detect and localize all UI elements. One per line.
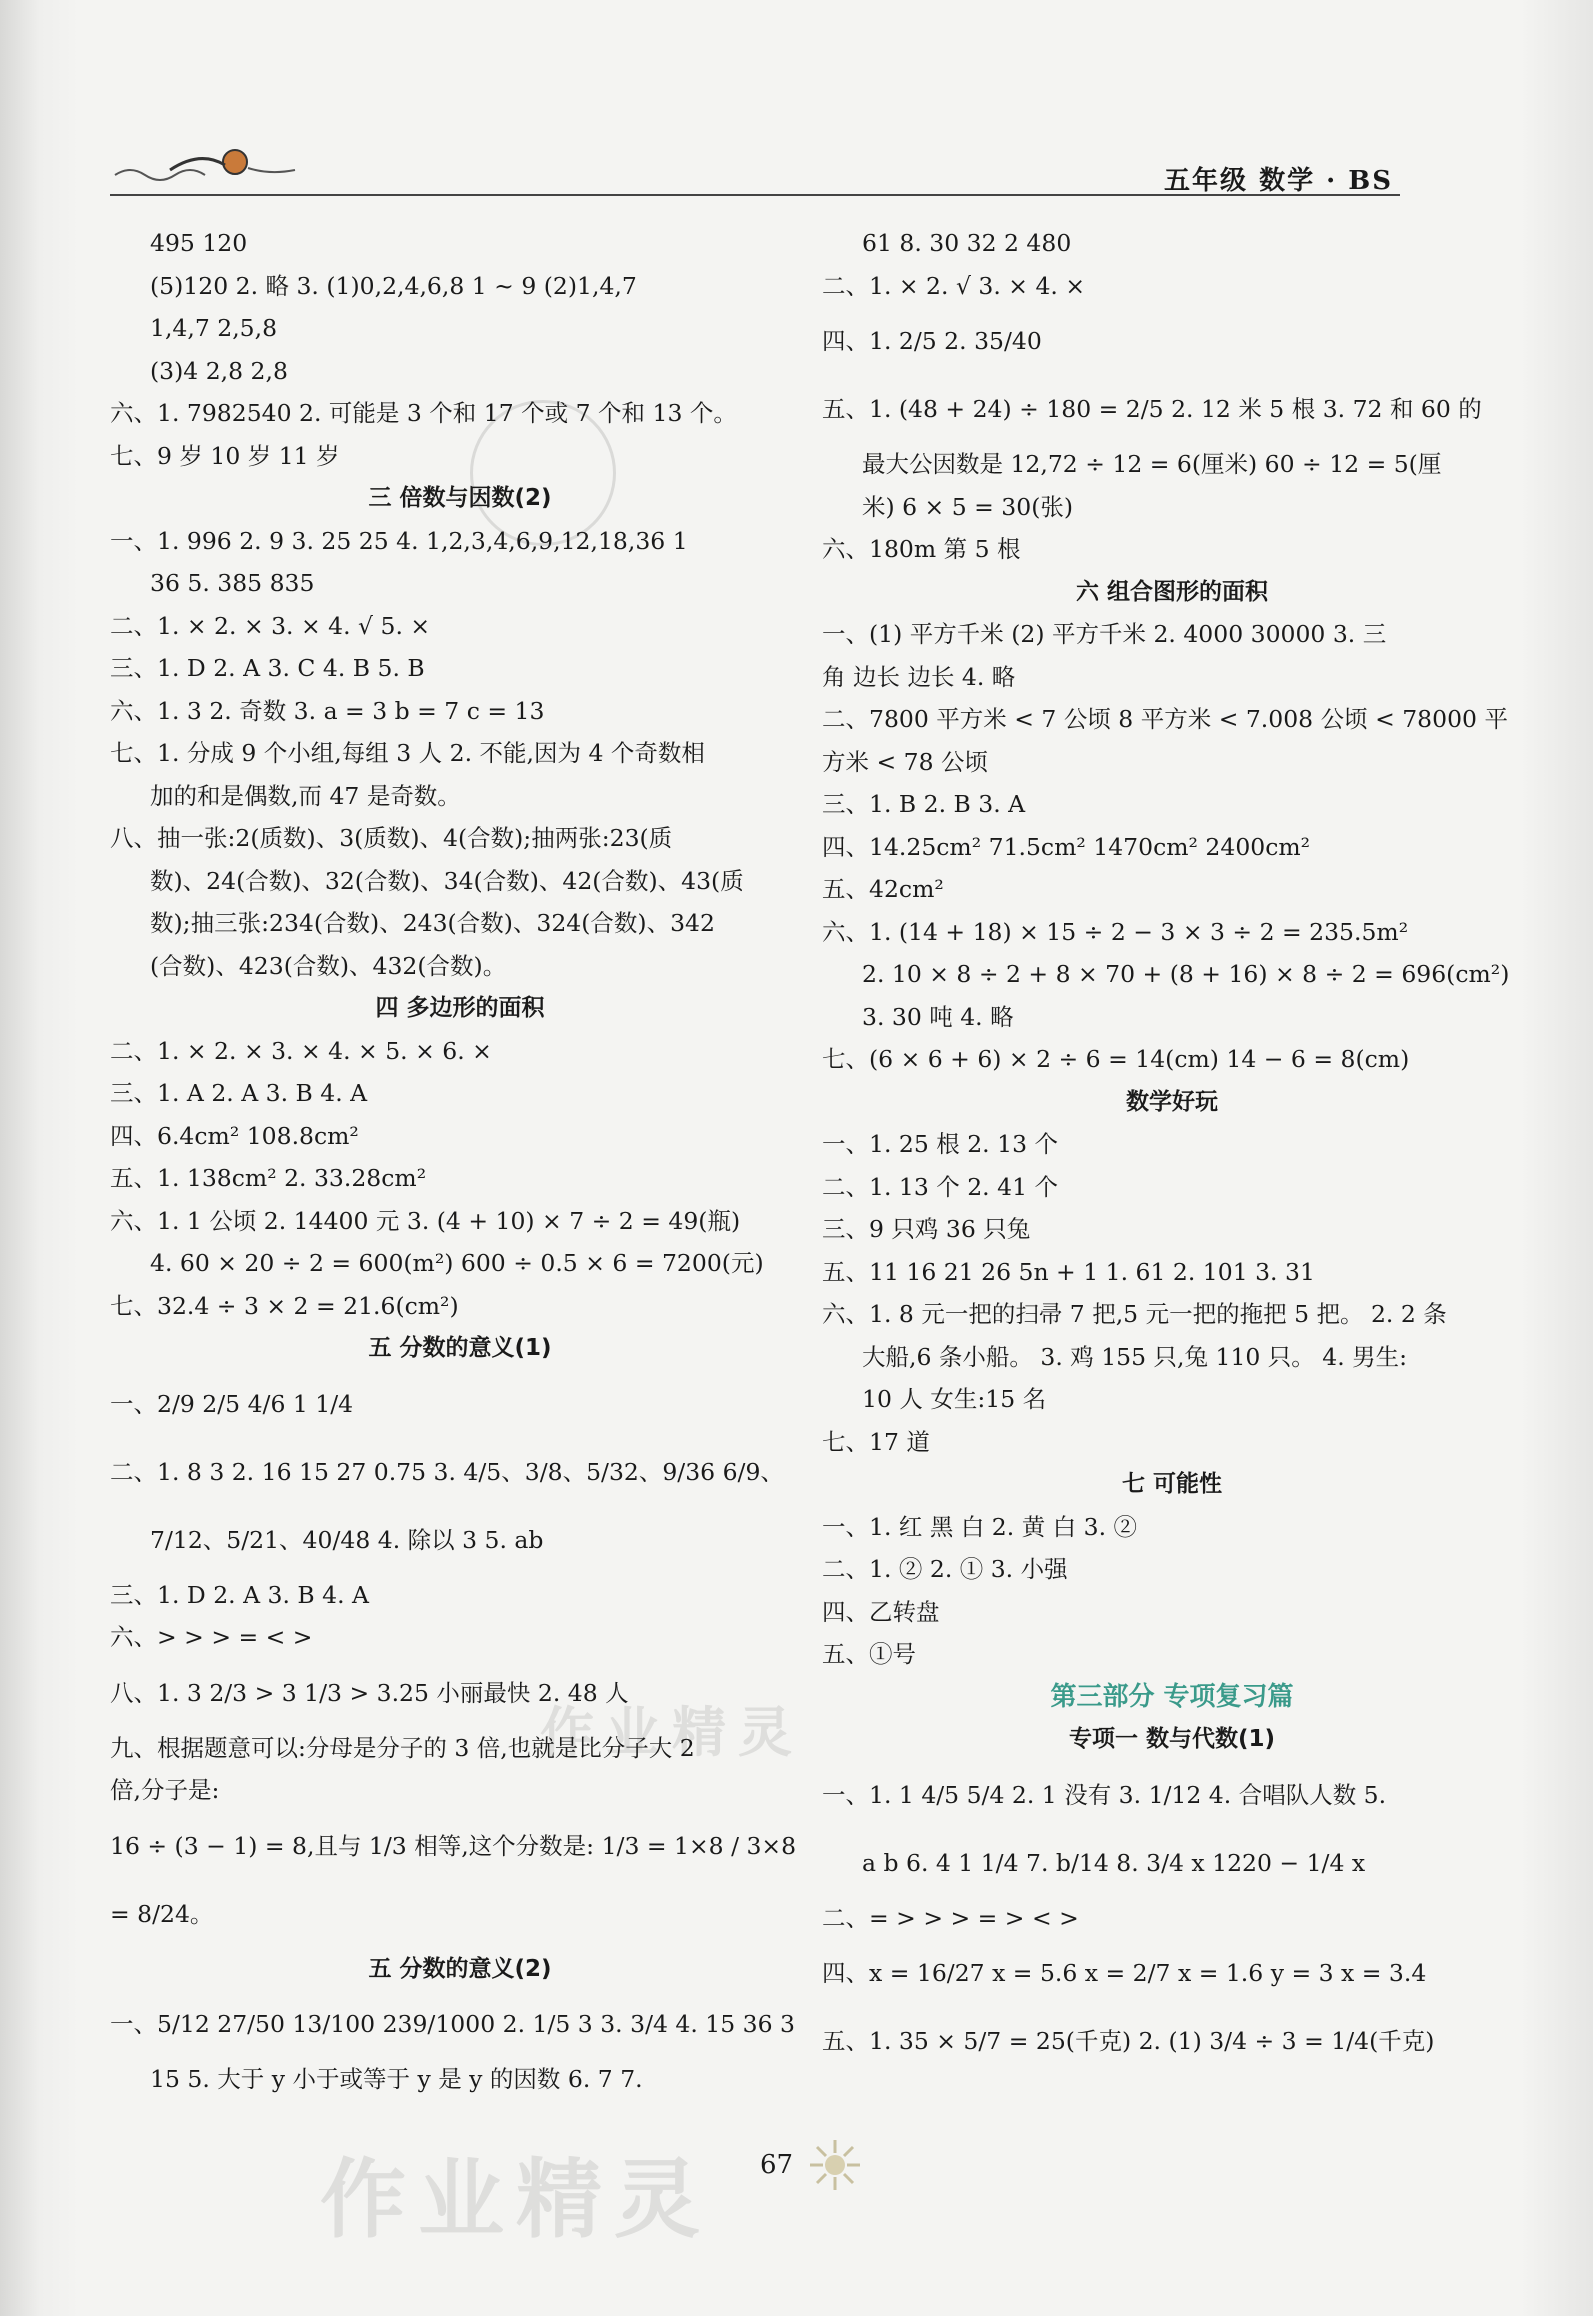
answer-line: 二、1. 8 3 2. 16 15 27 0.75 3. 4/5、3/8、5/32、9/36 6/9、 bbox=[110, 1457, 784, 1486]
section-heading: 七 可能性 bbox=[1121, 1471, 1222, 1497]
page-header bbox=[0, 0, 1593, 210]
answer-line: 一、1. 红 黑 白 2. 黄 白 3. ② bbox=[822, 1512, 1138, 1541]
answer-line: 二、7800 平方米 < 7 公顷 8 平方米 < 7.008 公顷 < 78000 平 bbox=[822, 705, 1508, 733]
answer-line: 二、1. × 2. √ 3. × 4. × bbox=[822, 271, 1086, 300]
answer-line: 七、32.4 ÷ 3 × 2 = 21.6(cm²) bbox=[110, 1291, 459, 1320]
answer-line: 2. 10 × 8 ÷ 2 + 8 × 70 + (8 + 16) × 8 ÷ 2 = 696(cm²) bbox=[862, 960, 1510, 988]
answer-line: 二、= > > > = > < > bbox=[822, 1903, 1079, 1932]
answer-line: 五、1. 138cm² 2. 33.28cm² bbox=[110, 1164, 427, 1192]
section-heading: 五 分数的意义(1) bbox=[368, 1335, 552, 1361]
answer-line: 八、1. 3 2/3 > 3 1/3 > 3.25 小丽最快 2. 48 人 bbox=[110, 1678, 629, 1707]
section-heading: 第三部分 专项复习篇 bbox=[1050, 1681, 1294, 1712]
answer-line: 三、1. A 2. A 3. B 4. A bbox=[110, 1079, 368, 1107]
answer-line: 米) 6 × 5 = 30(张) bbox=[862, 492, 1074, 521]
answer-line: 15 5. 大于 y 小于或等于 y 是 y 的因数 6. 7 7. bbox=[150, 2065, 643, 2093]
answer-line: 倍,分子是: bbox=[110, 1776, 220, 1804]
answer-line: 六、1. 7982540 2. 可能是 3 个和 17 个或 7 个和 13 个。 bbox=[110, 399, 737, 427]
answer-line: 4. 60 × 20 ÷ 2 = 600(m²) 600 ÷ 0.5 × 6 = 7200(元) bbox=[150, 1249, 764, 1277]
answer-line: 二、1. 13 个 2. 41 个 bbox=[822, 1172, 1058, 1201]
answer-line: 加的和是偶数,而 47 是奇数。 bbox=[150, 781, 461, 810]
answer-line: 36 5. 385 835 bbox=[150, 569, 315, 597]
answer-line: 八、抽一张:2(质数)、3(质数)、4(合数);抽两张:23(质 bbox=[110, 824, 673, 852]
answer-line: = 8/24。 bbox=[110, 1899, 214, 1928]
answer-column-right bbox=[822, 222, 1522, 2075]
answer-line: 五、1. 35 × 5/7 = 25(千克) 2. (1) 3/4 ÷ 3 = 1/4(千克) bbox=[822, 2027, 1435, 2055]
watermark-bottom: 作业精灵 bbox=[320, 2150, 712, 2250]
answer-line: 二、1. × 2. × 3. × 4. √ 5. × bbox=[110, 611, 431, 640]
answer-line: 一、(1) 平方千米 (2) 平方千米 2. 4000 30000 3. 三 bbox=[822, 620, 1387, 648]
answer-line: 最大公因数是 12,72 ÷ 12 = 6(厘米) 60 ÷ 12 = 5(厘 bbox=[862, 450, 1442, 478]
answer-line: 四、6.4cm² 108.8cm² bbox=[110, 1121, 359, 1150]
answer-line: 数);抽三张:234(合数)、243(合数)、324(合数)、342 bbox=[150, 909, 715, 937]
answer-line: 二、1. ② 2. ① 3. 小强 bbox=[822, 1555, 1068, 1583]
section-heading: 五 分数的意义(2) bbox=[368, 1955, 552, 1982]
answer-line: (合数)、423(合数)、432(合数)。 bbox=[150, 951, 507, 980]
answer-line: 五、42cm² bbox=[822, 875, 944, 903]
answer-line: a b 6. 4 1 1/4 7. b/14 8. 3/4 x 1220 − 1/4 x bbox=[862, 1848, 1366, 1877]
answer-line: 方米 < 78 公顷 bbox=[822, 747, 989, 776]
answer-line: 五、1. (48 + 24) ÷ 180 = 2/5 2. 12 米 5 根 3. 72 和 60 的 bbox=[822, 395, 1482, 423]
answer-line: 七、9 岁 10 岁 11 岁 bbox=[110, 441, 340, 470]
answer-line: 三、1. D 2. A 3. C 4. B 5. B bbox=[110, 654, 425, 682]
section-heading: 六 组合图形的面积 bbox=[1075, 578, 1268, 605]
section-heading: 三 倍数与因数(2) bbox=[368, 485, 552, 511]
answer-line: 四、14.25cm² 71.5cm² 1470cm² 2400cm² bbox=[822, 832, 1311, 861]
answer-line: 7/12、5/21、40/48 4. 除以 3 5. ab bbox=[150, 1525, 544, 1554]
answer-line: 一、1. 996 2. 9 3. 25 25 4. 1,2,3,4,6,9,12,18,36 1 bbox=[110, 526, 688, 555]
answer-line: 495 120 bbox=[150, 229, 248, 257]
answer-line: 五、11 16 21 26 5n + 1 1. 61 2. 101 3. 31 bbox=[822, 1257, 1315, 1286]
answer-line: 六、1. 3 2. 奇数 3. a = 3 b = 7 c = 13 bbox=[110, 696, 545, 725]
sunflower-decoration-icon bbox=[805, 2135, 865, 2195]
answer-line: 七、17 道 bbox=[822, 1427, 930, 1456]
answer-line: (3)4 2,8 2,8 bbox=[150, 356, 288, 385]
answer-line: 一、2/9 2/5 4/6 1 1/4 bbox=[110, 1389, 354, 1418]
answer-line: 10 人 女生:15 名 bbox=[862, 1385, 1047, 1413]
section-heading: 数学好玩 bbox=[1126, 1088, 1218, 1115]
answer-line: 五、①号 bbox=[822, 1640, 916, 1668]
answer-line: 六、> > > = < > bbox=[110, 1623, 313, 1651]
answer-line: 数)、24(合数)、32(合数)、34(合数)、42(合数)、43(质 bbox=[150, 866, 744, 895]
answer-line: 1,4,7 2,5,8 bbox=[150, 314, 278, 342]
answer-line: 三、1. D 2. A 3. B 4. A bbox=[110, 1580, 370, 1609]
answer-line: 三、1. B 2. B 3. A bbox=[822, 790, 1026, 818]
answer-line: 一、1. 25 根 2. 13 个 bbox=[822, 1130, 1058, 1158]
page-number: 67 bbox=[760, 2150, 794, 2180]
answer-line: 六、1. 1 公顷 2. 14400 元 3. (4 + 10) × 7 ÷ 2 = 49(瓶) bbox=[110, 1206, 741, 1235]
answer-line: 六、180m 第 5 根 bbox=[822, 535, 1021, 563]
answer-line: 61 8. 30 32 2 480 bbox=[862, 229, 1072, 257]
section-heading: 四 多边形的面积 bbox=[375, 995, 545, 1021]
answer-line: 七、(6 × 6 + 6) × 2 ÷ 6 = 14(cm) 14 − 6 = 8(cm) bbox=[822, 1045, 1410, 1073]
answer-line: 三、9 只鸡 36 只兔 bbox=[822, 1215, 1031, 1243]
answer-line: 四、x = 16/27 x = 5.6 x = 2/7 x = 1.6 y = 3 x = 3.4 bbox=[822, 1959, 1427, 1987]
answer-line: 角 边长 边长 4. 略 bbox=[822, 662, 1016, 691]
answer-line: 七、1. 分成 9 个小组,每组 3 人 2. 不能,因为 4 个奇数相 bbox=[110, 739, 705, 767]
answer-line: 一、5/12 27/50 13/100 239/1000 2. 1/5 3 3. 3/4 4. 15 36 3 bbox=[110, 2010, 795, 2038]
section-heading: 专项一 数与代数(1) bbox=[1068, 1726, 1276, 1752]
answer-line: 六、1. 8 元一把的扫帚 7 把,5 元一把的拖把 5 把。 2. 2 条 bbox=[822, 1300, 1447, 1328]
answer-line: 四、乙转盘 bbox=[822, 1597, 940, 1626]
answer-line: 一、1. 1 4/5 5/4 2. 1 没有 3. 1/12 4. 合唱队人数 5. bbox=[822, 1780, 1387, 1809]
answer-line: 六、1. (14 + 18) × 15 ÷ 2 − 3 × 3 ÷ 2 = 235.5m² bbox=[822, 917, 1409, 946]
answer-line: 九、根据题意可以:分母是分子的 3 倍,也就是比分子大 2 bbox=[110, 1733, 695, 1762]
swimmer-decoration-icon bbox=[110, 140, 300, 190]
answer-line: 大船,6 条小船。 3. 鸡 155 只,兔 110 只。 4. 男生: bbox=[862, 1342, 1408, 1371]
answer-line: 二、1. × 2. × 3. × 4. × 5. × 6. × bbox=[110, 1036, 492, 1065]
answer-line: 四、1. 2/5 2. 35/40 bbox=[822, 327, 1042, 355]
answer-line: 16 ÷ (3 − 1) = 8,且与 1/3 相等,这个分数是: 1/3 = 1×8 / 3×8 bbox=[110, 1831, 797, 1860]
grade-subject-label: 五年级 数学 · BS bbox=[1164, 166, 1393, 196]
watermark-mid: 作业精灵 bbox=[540, 1701, 804, 1764]
answer-line: 3. 30 吨 4. 略 bbox=[862, 1002, 1014, 1031]
answer-line: (5)120 2. 略 3. (1)0,2,4,6,8 1 ~ 9 (2)1,4,7 bbox=[150, 271, 637, 300]
answer-column-left bbox=[110, 222, 810, 2101]
